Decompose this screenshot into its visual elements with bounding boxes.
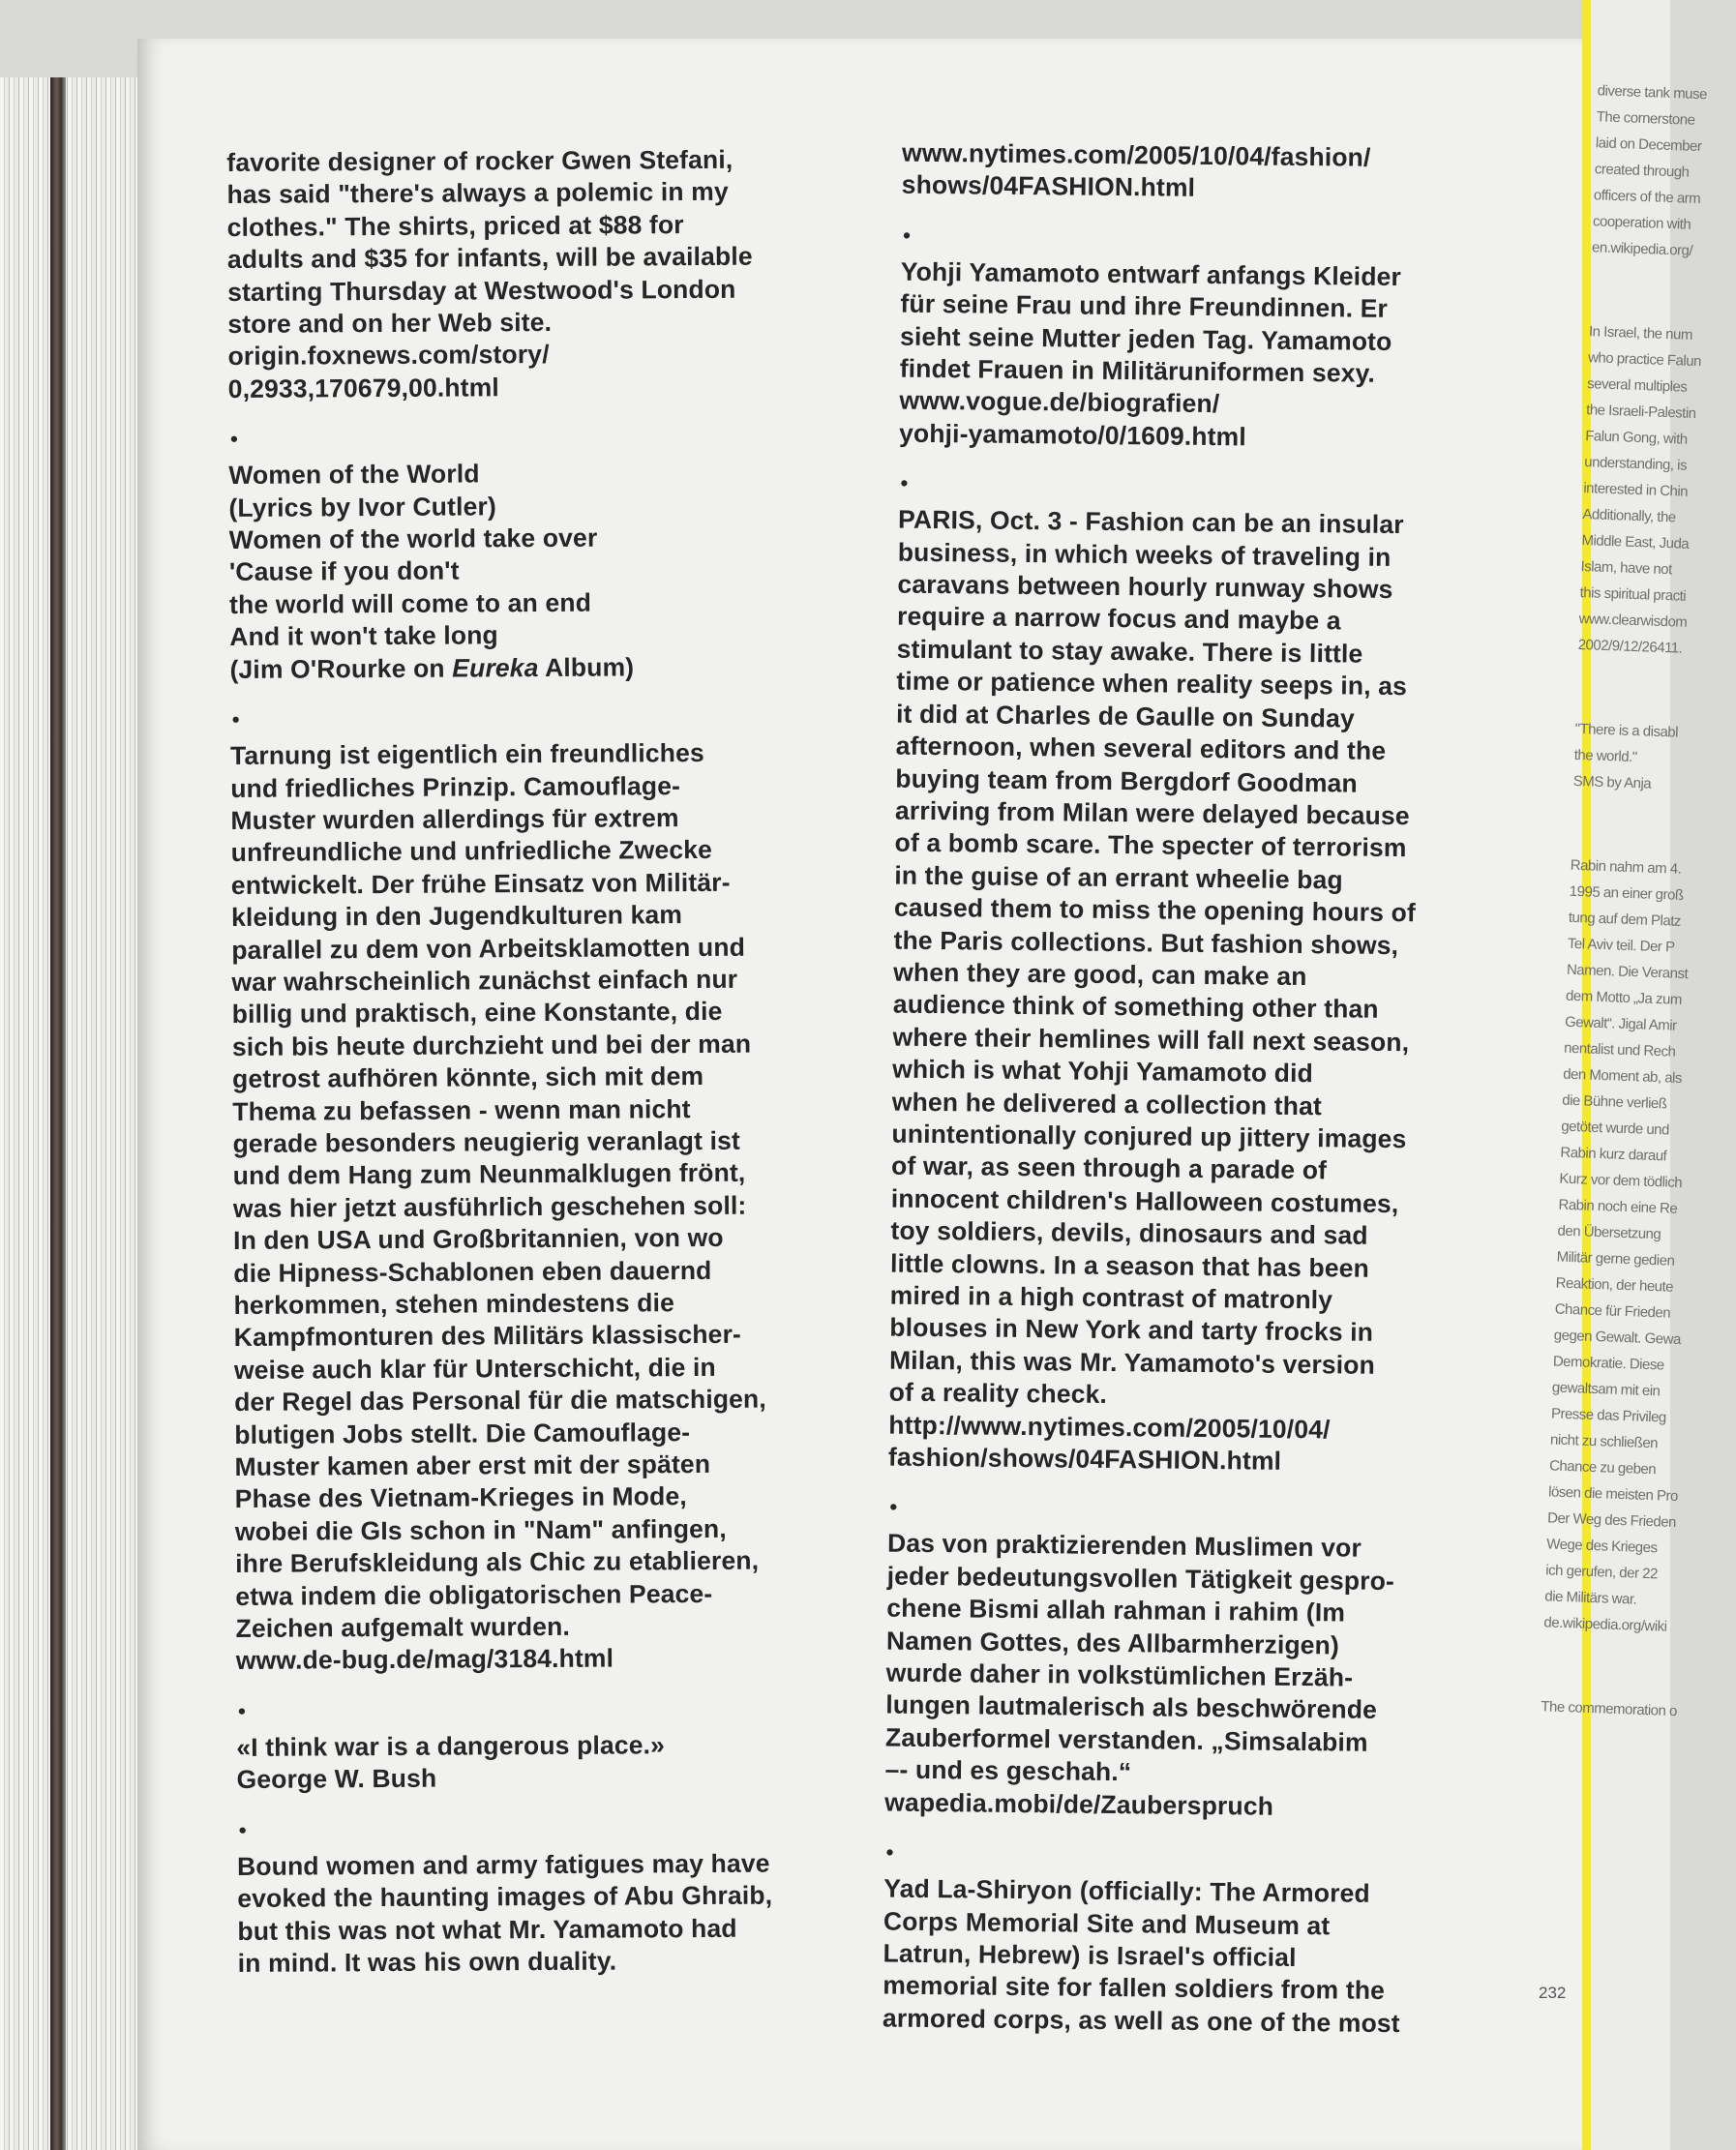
next-page-line: den Übersetzung [1557,1222,1661,1243]
next-page-line: de.wikipedia.org/wiki [1543,1614,1667,1635]
paragraph-women-of-the-world [228,456,849,686]
next-page-line: the Israeli-Palestin [1585,402,1696,423]
next-page-line: Tel Aviv teil. Der P [1567,935,1675,956]
next-page-line: getötet wurde und [1561,1118,1670,1139]
next-page-line: dem Motto „Ja zum [1565,987,1683,1008]
next-page-line: The commemoration o [1541,1698,1678,1720]
next-page-line: Chance zu geben [1548,1457,1657,1478]
url-nytimes: www.nytimes.com/2005/10/04/fashion/ shows/04FASHION.html [901,137,1371,203]
right-column [883,137,1532,2042]
next-page-line: 2002/9/12/26411. [1577,636,1683,657]
next-page-line: gegen Gewalt. Gewa [1553,1327,1682,1349]
next-page-line: 1995 an einer groß [1569,882,1684,904]
bullet-separator: • [238,1698,247,1723]
next-page-line: lösen die meisten Pro [1547,1483,1679,1506]
next-page-line: interested in Chin [1583,480,1689,500]
next-page-line: diverse tank muse [1597,82,1708,104]
next-page-line: Kurz vor dem tödlich [1559,1170,1683,1192]
bullet-separator: • [229,427,238,452]
next-page-line: en.wikipedia.org/ [1591,239,1693,259]
next-page-line: understanding, is [1584,454,1688,474]
left-column [226,143,857,1980]
next-page-line: SMS by Anja [1572,772,1652,792]
next-page-line: die Militärs war. [1544,1588,1637,1608]
next-page-line: who practice Falun [1587,349,1702,371]
bullet-separator: • [885,1839,894,1865]
next-page-line: den Moment ab, als [1562,1065,1683,1087]
lyrics-tail: Album) [538,652,635,682]
next-page-line: nentalist und Rech [1563,1039,1676,1060]
next-page-line: several multiples [1586,375,1688,396]
quote-george-bush: «I think war is a dangerous place.» George W. Bush [236,1730,666,1795]
next-page-line: "There is a disabl [1574,720,1679,741]
next-page-line: Islam, have not [1580,557,1673,579]
next-page-line: www.clearwisdom [1578,610,1688,631]
next-page-line: gewaltsam mit ein [1551,1379,1661,1400]
next-page-line: Chance für Frieden [1554,1300,1671,1322]
next-page-line: cooperation with [1592,213,1691,233]
paragraph-paris-fashion: PARIS, Oct. 3 - Fashion can be an insular business, in which weeks of traveling in caravans between hourly runway shows require a narrow focus and maybe a stimulant to stay awake. There is little time or patience when reality seeps in, as it did at Charles de Gaulle on Sunday afternoon, when several editors and the buying team from Bergdorf Goodman arriving from Milan were delayed because of a bomb scare. The specter of terrorism in the guise of an errant wheelie bag caused them to miss the opening hours of the Paris collections. But fashion shows, when they are good, can make an audience think of something other than where their hemlines will fall next season, which is what Yohji Yamamoto did when he delivered a collection that unintentionally conjured up jittery images of war, as seen through a parade of innocent children's Halloween costumes, toy soldiers, devils, dinosaurs and sad little clowns. In a season that has been mired in a high contrast of matronly blouses in New York and tarty frocks in Milan, this was Mr. Yamamoto's version of a reality check. http://www.nytimes.com/2005/10/04/ fashion/shows/04FASHION.html [887,504,1417,1476]
next-page-line: In Israel, the num [1588,323,1693,343]
next-page-line: nicht zu schließen [1549,1431,1659,1452]
next-page-line: the world." [1573,746,1637,766]
next-page-line: ich gerufen, der 22 [1545,1562,1659,1583]
next-page-line: die Bühne verließ [1561,1091,1667,1113]
next-page-line: Rabin noch eine Re [1558,1196,1678,1217]
paragraph-yohji-vogue: Yohji Yamamoto entwarf anfangs Kleider für seine Frau und ihre Freundinnen. Er sieht seine Mutter jeden Tag. Yamamoto findet Frauen in Militäruniformen sexy. www.vogue.de/biografien/ yohji-yamamoto/0/1609.html [898,256,1402,452]
next-page-line: Falun Gong, with [1584,428,1688,448]
next-page-line: created through [1594,161,1690,181]
next-page-line: Wege des Krieges [1545,1536,1658,1557]
book-spine-shadow [50,77,66,2150]
next-page-line: Additionally, the [1582,506,1676,526]
next-page-line: officers of the arm [1593,187,1701,208]
next-page-line: this spiritual practi [1579,583,1687,605]
next-page-line: tung auf dem Platz [1568,909,1682,930]
next-page-line: laid on December [1595,134,1702,156]
paragraph-tarnung: Tarnung ist eigentlich ein freundliches und friedliches Prinzip. Camouflage- Muster wurden allerdings für extrem unfreundliche und unfriedliche Zwecke entwickelt. Der frühe Einsatz von Militär- kleidung in den Jugendkulturen kam parallel zu dem von Arbeitsklamotten und war wahrscheinlich zunächst einfach nur billig und praktisch, eine Konstante, die sich bis heute durchzieht und bei der man getrost aufhören könnte, sich mit dem Thema zu befassen - wenn man nicht gerade besonders neugierig veranlagt ist und dem Hang zum Neunmalklugen frönt, was hier jetzt ausführlich geschehen soll: In den USA und Großbritannien, von wo die Hipness-Schablonen eben dauernd herkommen, stehen mindestens die Kampfmonturen des Militärs klassischer- weise auch klar für Unterschicht, die in der Regel das Personal für die matschigen, blutigen Jobs stellt. Die Camouflage- Muster kamen aber erst mit der späten Phase des Vietnam-Krieges in Mode, wobei die GIs schon in "Nam" anfingen, ihre Berufskleidung als Chic zu etablieren, etwa indem die obligatorischen Peace- Zeichen aufgemalt wurden. www.de-bug.de/mag/3184.html [229,738,766,1676]
bullet-separator: • [238,1817,247,1842]
next-page-line: Demokratie. Diese [1552,1353,1664,1374]
next-page-line: Presse das Privileg [1550,1405,1667,1426]
page-number: 232 [1539,1984,1567,2002]
bullet-separator: • [900,470,909,495]
next-page-line: Militär gerne gedien [1556,1248,1675,1269]
paragraph-westwood-shirts: favorite designer of rocker Gwen Stefani, has said "there's always a polemic in my clothes." The shirts, priced at $88 for adults and $35 for infants, will be available starting Thursday at Westwood's London store and on her Web site. origin.foxnews.com/story/ 0,2933,170679,00.html [226,144,753,403]
next-page-line: The cornerstone [1596,108,1695,129]
album-title: Eureka [452,652,539,683]
next-page-line: Gewalt“. Jigal Amir [1564,1013,1677,1034]
lyrics-text: Women of the World (Lyrics by Ivor Cutler) Women of the world take over 'Cause if you don't the world will come to an end And it won't take long (Jim O'Rourke on [228,459,598,684]
next-page-line: Middle East, Juda [1581,532,1690,552]
next-page-line: Rabin kurz darauf [1560,1144,1667,1165]
next-page-line: Namen. Die Veranst [1566,961,1689,983]
bullet-separator: • [903,223,912,248]
next-page-line: Reaktion, der heute [1555,1274,1674,1296]
paragraph-yad-la-shiryon: Yad La-Shiryon (officially: The Armored Corps Memorial Site and Museum at Latrun, Hebrew) is Israel's official memorial site for fallen soldiers from the armored corps, as well as one of the most [882,1873,1400,2038]
next-page-line: Der Weg des Frieden [1546,1509,1677,1532]
bullet-separator: • [889,1495,898,1520]
paragraph-zauberspruch: Das von praktizierenden Muslimen vor jeder bedeutungsvollen Tätigkeit gespro- chene Bismi allah rahman i rahim (Im Namen Gottes, des Allbarmherzigen) wurde daher in volkstümlichen Erzäh- lungen lautmalerisch als beschwörende Zauberformel verstanden. „Simsalabim –- und es geschah.“ wapedia.mobi/de/Zauberspruch [884,1529,1395,1821]
paragraph-bound-women: Bound women and army fatigues may have evoked the haunting images of Abu Ghraib, but this was not what Mr. Yamamoto had in mind. It was his own duality. [236,1848,773,1978]
book-page-edges [0,77,145,2150]
bullet-separator: • [231,706,240,732]
next-page-line: Rabin nahm am 4. [1570,856,1682,878]
